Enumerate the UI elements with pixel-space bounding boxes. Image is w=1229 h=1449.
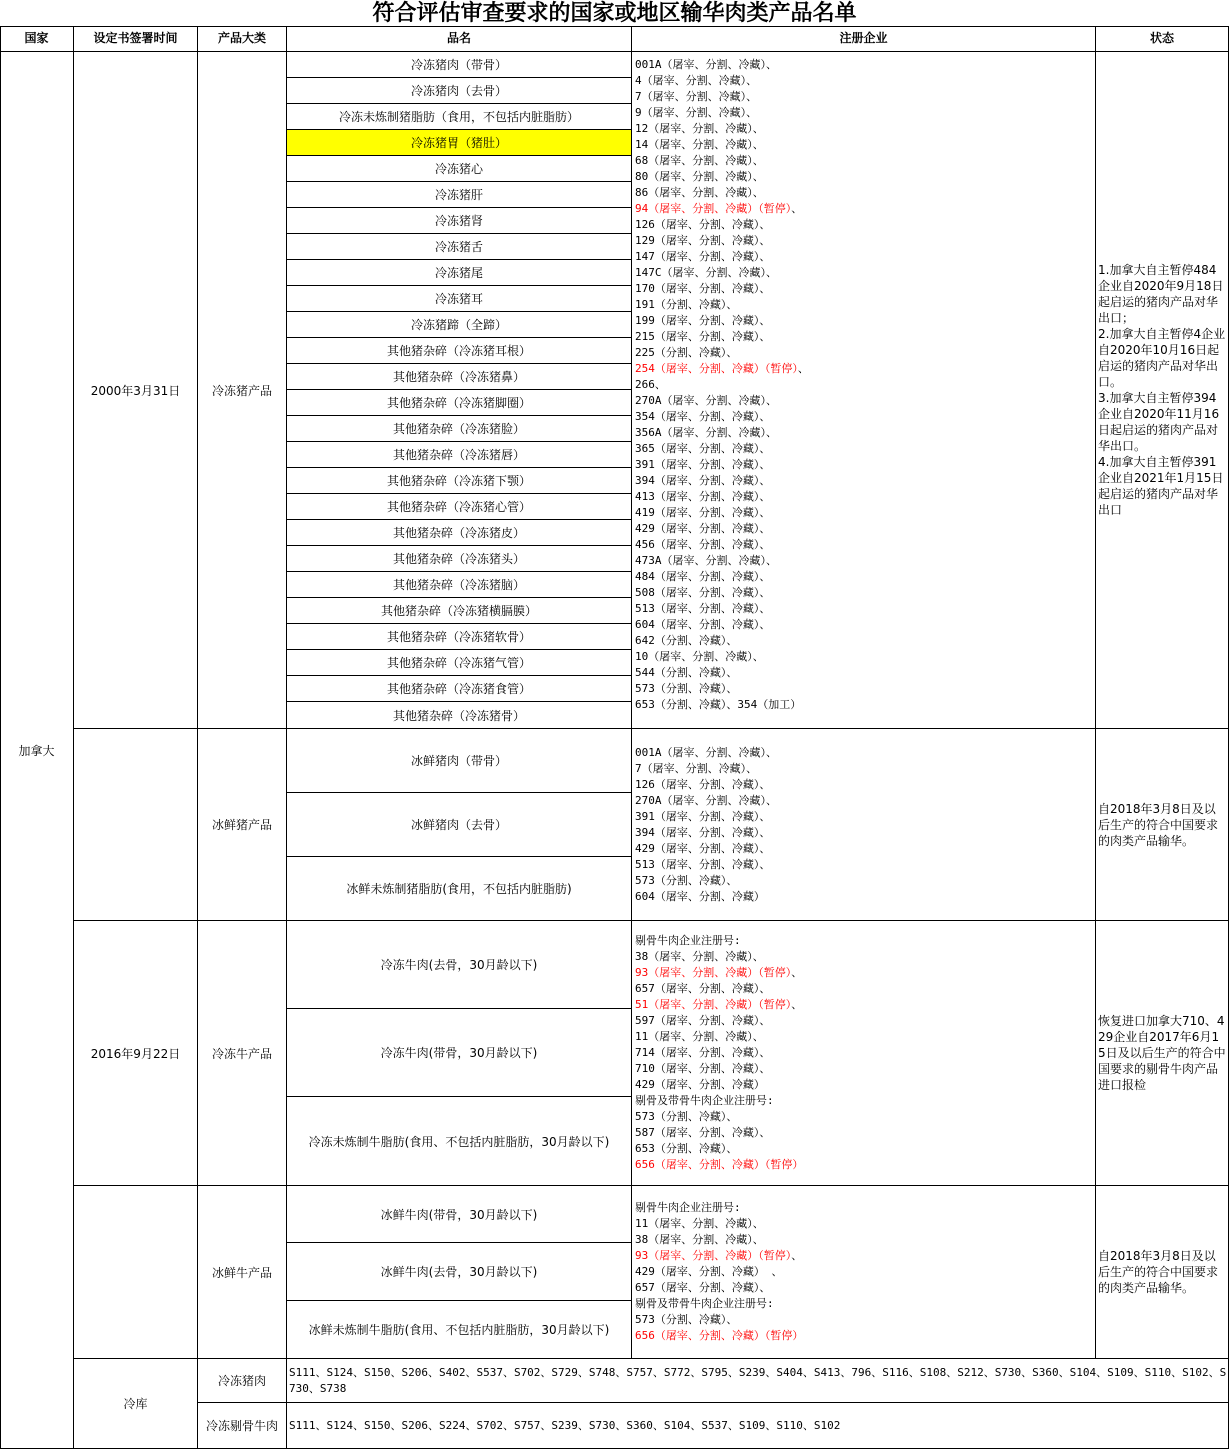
enterprise-entry: 126（屠宰、分割、冷藏）、 — [635, 778, 771, 791]
product-name-cell: 冷冻牛肉(带骨，30月龄以下) — [287, 1009, 632, 1097]
enterprise-entry: 80（屠宰、分割、冷藏）、 — [635, 170, 764, 183]
enterprise-entry: 604（屠宰、分割、冷藏） — [635, 890, 765, 903]
category-cell: 冷冻猪产品 — [198, 52, 287, 729]
header-sign-date: 设定书签署时间 — [74, 26, 198, 52]
enterprise-suspended: 93（屠宰、分割、冷藏）（暂停） — [635, 1249, 792, 1262]
product-name-cell: 冷冻未炼制牛脂肪(食用、不包括内脏脂肪，30月龄以下) — [287, 1097, 632, 1186]
enterprise-entry: 11（屠宰、分割、冷藏）、 — [635, 1030, 764, 1043]
enterprise-entry: 429（屠宰、分割、冷藏） 、 — [635, 1265, 783, 1278]
product-name-cell: 其他猪杂碎（冷冻猪唇） — [287, 442, 632, 468]
header-category: 产品大类 — [198, 26, 287, 52]
product-name-cell: 其他猪杂碎（冷冻猪耳根） — [287, 338, 632, 364]
enterprise-line — [635, 777, 777, 793]
product-name-cell: 其他猪杂碎（冷冻猪脸） — [287, 416, 632, 442]
cold-storage-row-list: S111、S124、S150、S206、S224、S702、S757、S239、S730、S360、S104、S537、S109、S110、S102 — [287, 1403, 1229, 1449]
enterprise-line — [635, 1061, 803, 1077]
product-name-cell: 冰鲜猪肉（带骨） — [287, 729, 632, 793]
enterprise-line — [635, 933, 803, 949]
enterprise-entry: 001A（屠宰、分割、冷藏）、 — [635, 746, 777, 759]
enterprise-entry: 12（屠宰、分割、冷藏）、 — [635, 122, 764, 135]
enterprise-entry: 513（屠宰、分割、冷藏）、 — [635, 858, 771, 871]
enterprise-separator: 、 — [791, 202, 803, 215]
enterprise-line — [635, 313, 809, 329]
cold-storage-row-name: 冷冻剔骨牛肉 — [198, 1403, 287, 1449]
enterprise-entry: 剔骨及带骨牛肉企业注册号: — [635, 1094, 774, 1107]
enterprise-line — [635, 409, 809, 425]
enterprise-line — [635, 965, 803, 981]
enterprise-entry: 642（分割、冷藏）、 — [635, 634, 738, 647]
product-name-cell: 冷冻牛肉(去骨，30月龄以下) — [287, 921, 632, 1009]
enterprise-line — [635, 809, 777, 825]
enterprise-line — [635, 1280, 803, 1296]
enterprise-line — [635, 537, 809, 553]
sign-date-cell — [74, 729, 198, 921]
enterprise-entry: 413（屠宰、分割、冷藏）、 — [635, 490, 771, 503]
enterprise-line — [635, 1264, 803, 1280]
enterprise-line — [635, 857, 777, 873]
enterprise-line — [635, 329, 809, 345]
enterprise-entry: 653（分割、冷藏）、 — [635, 1142, 738, 1155]
enterprise-separator: 、 — [797, 362, 809, 375]
enterprise-entry: 129（屠宰、分割、冷藏）、 — [635, 234, 771, 247]
enterprise-cell — [632, 729, 1096, 921]
page-title: 符合评估审查要求的国家或地区输华肉类产品名单 — [372, 0, 857, 26]
enterprise-entry: 394（屠宰、分割、冷藏）、 — [635, 474, 771, 487]
enterprise-entry: 473A（屠宰、分割、冷藏）、 — [635, 554, 777, 567]
enterprise-line — [635, 345, 809, 361]
enterprise-entry: 9（屠宰、分割、冷藏）、 — [635, 106, 758, 119]
enterprise-entry: 215（屠宰、分割、冷藏）、 — [635, 330, 771, 343]
enterprise-cell — [632, 921, 1096, 1186]
enterprise-line — [635, 1248, 803, 1264]
enterprise-entry: 4（屠宰、分割、冷藏）、 — [635, 74, 758, 87]
enterprise-line — [635, 1312, 803, 1328]
enterprise-line — [635, 457, 809, 473]
enterprise-line — [635, 681, 809, 697]
enterprise-line — [635, 249, 809, 265]
enterprise-entry: 10（屠宰、分割、冷藏）、 — [635, 650, 764, 663]
product-name-cell: 冰鲜未炼制牛脂肪(食用、不包括内脏脂肪，30月龄以下) — [287, 1301, 632, 1359]
enterprise-entry: 剔骨牛肉企业注册号: — [635, 934, 741, 947]
enterprise-line — [635, 1141, 803, 1157]
enterprise-line — [635, 473, 809, 489]
enterprise-cell — [632, 1186, 1096, 1359]
enterprise-cell — [632, 52, 1096, 729]
category-cell: 冰鲜猪产品 — [198, 729, 287, 921]
enterprise-line — [635, 441, 809, 457]
enterprise-line — [635, 361, 809, 377]
enterprise-entry: 365（屠宰、分割、冷藏）、 — [635, 442, 771, 455]
enterprise-entry: 68（屠宰、分割、冷藏）、 — [635, 154, 764, 167]
enterprise-line — [635, 1232, 803, 1248]
enterprise-entry: 7（屠宰、分割、冷藏）、 — [635, 762, 758, 775]
enterprise-line — [635, 489, 809, 505]
product-name-cell: 其他猪杂碎（冷冻猪头） — [287, 546, 632, 572]
cold-storage-label: 冷库 — [74, 1359, 198, 1449]
enterprise-entry: 587（屠宰、分割、冷藏）、 — [635, 1126, 771, 1139]
enterprise-entry: 266、 — [635, 378, 666, 391]
enterprise-line — [635, 633, 809, 649]
enterprise-line — [635, 889, 777, 905]
product-name-cell: 冰鲜猪肉（去骨） — [287, 793, 632, 857]
sign-date-cell — [74, 1186, 198, 1359]
enterprise-entry: 270A（屠宰、分割、冷藏）、 — [635, 394, 777, 407]
enterprise-entry: 714（屠宰、分割、冷藏）、 — [635, 1046, 771, 1059]
enterprise-line — [635, 1125, 803, 1141]
enterprise-entry: 391（屠宰、分割、冷藏）、 — [635, 810, 771, 823]
enterprise-line — [635, 553, 809, 569]
enterprise-line — [635, 601, 809, 617]
enterprise-line — [635, 585, 809, 601]
enterprise-line — [635, 745, 777, 761]
status-text: 自2018年3月8日及以后生产的符合中国要求的肉类产品输华。 — [1098, 1249, 1219, 1295]
status-text: 恢复进口加拿大710、429企业自2017年6月15日及以后生产的符合中国要求的剔骨牛肉产品进口报检 — [1098, 1014, 1226, 1092]
enterprise-line — [635, 697, 809, 713]
enterprise-entry: 170（屠宰、分割、冷藏）、 — [635, 282, 771, 295]
enterprise-entry: 7（屠宰、分割、冷藏）、 — [635, 90, 758, 103]
enterprise-entry: 604（屠宰、分割、冷藏）、 — [635, 618, 771, 631]
enterprise-entry: 38（屠宰、分割、冷藏）、 — [635, 950, 764, 963]
enterprise-line — [635, 185, 809, 201]
enterprise-line — [635, 1093, 803, 1109]
enterprise-line — [635, 505, 809, 521]
product-name-cell: 其他猪杂碎（冷冻猪皮） — [287, 520, 632, 546]
enterprise-suspended: 93（屠宰、分割、冷藏）（暂停） — [635, 966, 792, 979]
enterprise-line — [635, 569, 809, 585]
product-name-cell: 冰鲜牛肉(去骨，30月龄以下) — [287, 1243, 632, 1301]
product-name-cell: 其他猪杂碎（冷冻猪脚圈） — [287, 390, 632, 416]
enterprise-line — [635, 265, 809, 281]
enterprise-entry: 419（屠宰、分割、冷藏）、 — [635, 506, 771, 519]
enterprise-entry: 270A（屠宰、分割、冷藏）、 — [635, 794, 777, 807]
enterprise-line — [635, 1077, 803, 1093]
enterprise-entry: 147（屠宰、分割、冷藏）、 — [635, 250, 771, 263]
country-cell: 加拿大 — [0, 52, 74, 1449]
enterprise-line — [635, 825, 777, 841]
enterprise-entry: 14（屠宰、分割、冷藏）、 — [635, 138, 764, 151]
product-name-cell: 其他猪杂碎（冷冻猪心管） — [287, 494, 632, 520]
enterprise-entry: 429（屠宰、分割、冷藏）、 — [635, 522, 771, 535]
enterprise-line — [635, 105, 809, 121]
enterprise-line — [635, 217, 809, 233]
enterprise-line — [635, 1045, 803, 1061]
enterprise-list — [632, 57, 809, 713]
enterprise-entry: 573（分割、冷藏）、 — [635, 682, 738, 695]
enterprise-line — [635, 281, 809, 297]
enterprise-suspended: 51（屠宰、分割、冷藏）（暂停） — [635, 998, 792, 1011]
enterprise-line — [635, 1328, 803, 1344]
enterprise-entry: 710（屠宰、分割、冷藏）、 — [635, 1062, 771, 1075]
status-cell — [1096, 729, 1229, 921]
enterprise-line — [635, 233, 809, 249]
enterprise-entry: 191（分割、冷藏）、 — [635, 298, 738, 311]
enterprise-line — [635, 841, 777, 857]
enterprise-line — [635, 665, 809, 681]
enterprise-line — [635, 649, 809, 665]
header-country: 国家 — [0, 26, 74, 52]
status-text: 1.加拿大自主暂停484企业自2020年9月18日起启运的猪肉产品对华出口； 2.加拿大自主暂停4企业自2020年10月16日起启运的猪肉产品对华出口。 3.加拿大自主暂停394企业自2020年11月16日起启运的猪肉产品对华出口。 4.加拿大自主暂停391企业自2021年1月15日起启运的猪肉产品对华出口 — [1098, 263, 1226, 517]
header-enterprise: 注册企业 — [632, 26, 1096, 52]
enterprise-entry: 11（屠宰、分割、冷藏）、 — [635, 1217, 764, 1230]
status-cell — [1096, 1186, 1229, 1359]
enterprise-entry: 573（分割、冷藏）、 — [635, 1110, 738, 1123]
product-name-cell: 冷冻猪胃（猪肚） — [287, 130, 632, 156]
enterprise-line — [635, 1200, 803, 1216]
enterprise-line — [635, 981, 803, 997]
product-name-cell: 冷冻猪心 — [287, 156, 632, 182]
status-cell — [1096, 52, 1229, 729]
status-text: 自2018年3月8日及以后生产的符合中国要求的肉类产品输华。 — [1098, 801, 1219, 848]
product-name-cell: 其他猪杂碎（冷冻猪鼻） — [287, 364, 632, 390]
enterprise-separator: 、 — [791, 966, 803, 979]
enterprise-line — [635, 1296, 803, 1312]
enterprise-entry: 508（屠宰、分割、冷藏）、 — [635, 586, 771, 599]
enterprise-entry: 484（屠宰、分割、冷藏）、 — [635, 570, 771, 583]
enterprise-entry: 391（屠宰、分割、冷藏）、 — [635, 458, 771, 471]
header-status: 状态 — [1096, 26, 1229, 52]
enterprise-entry: 657（屠宰、分割、冷藏）、 — [635, 1281, 771, 1294]
enterprise-entry: 653（分割、冷藏）、354（加工） — [635, 698, 802, 711]
product-name-cell: 冷冻猪耳 — [287, 286, 632, 312]
enterprise-entry: 剔骨及带骨牛肉企业注册号: — [635, 1297, 774, 1310]
product-name-cell: 冷冻猪舌 — [287, 234, 632, 260]
enterprise-entry: 657（屠宰、分割、冷藏）、 — [635, 982, 771, 995]
product-name-cell: 其他猪杂碎（冷冻猪气管） — [287, 650, 632, 676]
enterprise-line — [635, 57, 809, 73]
enterprise-line — [635, 997, 803, 1013]
enterprise-entry: 544（分割、冷藏）、 — [635, 666, 738, 679]
enterprise-list — [632, 1200, 803, 1344]
enterprise-list — [632, 933, 803, 1173]
enterprise-entry: 126（屠宰、分割、冷藏）、 — [635, 218, 771, 231]
product-name-cell: 冰鲜未炼制猪脂肪(食用，不包括内脏脂肪) — [287, 857, 632, 921]
enterprise-line — [635, 425, 809, 441]
enterprise-suspended: 656（屠宰、分割、冷藏）（暂停） — [635, 1329, 804, 1342]
enterprise-line — [635, 873, 777, 889]
enterprise-entry: 86（屠宰、分割、冷藏）、 — [635, 186, 764, 199]
enterprise-line — [635, 137, 809, 153]
enterprise-suspended: 94（屠宰、分割、冷藏）（暂停） — [635, 202, 792, 215]
enterprise-line — [635, 521, 809, 537]
enterprise-line — [635, 949, 803, 965]
enterprise-entry: 147C（屠宰、分割、冷藏）、 — [635, 266, 777, 279]
enterprise-entry: 354（屠宰、分割、冷藏）、 — [635, 410, 771, 423]
enterprise-line — [635, 73, 809, 89]
enterprise-line — [635, 89, 809, 105]
enterprise-separator: 、 — [791, 1249, 803, 1262]
category-cell: 冷冻牛产品 — [198, 921, 287, 1186]
enterprise-entry: 38（屠宰、分割、冷藏）、 — [635, 1233, 764, 1246]
cold-storage-row-name: 冷冻猪肉 — [198, 1359, 287, 1403]
enterprise-line — [635, 121, 809, 137]
enterprise-line — [635, 793, 777, 809]
enterprise-line — [635, 297, 809, 313]
enterprise-entry: 剔骨牛肉企业注册号: — [635, 1201, 741, 1214]
enterprise-entry: 513（屠宰、分割、冷藏）、 — [635, 602, 771, 615]
enterprise-list — [632, 745, 777, 905]
enterprise-entry: 429（屠宰、分割、冷藏） — [635, 1078, 765, 1091]
enterprise-separator: 、 — [791, 998, 803, 1011]
product-name-cell: 冷冻猪肾 — [287, 208, 632, 234]
enterprise-entry: 199（屠宰、分割、冷藏）、 — [635, 314, 771, 327]
enterprise-entry: 225（分割、冷藏）、 — [635, 346, 738, 359]
enterprise-line — [635, 201, 809, 217]
product-name-cell: 冷冻猪肉（带骨） — [287, 52, 632, 78]
sign-date-cell: 2016年9月22日 — [74, 921, 198, 1186]
enterprise-entry: 573（分割、冷藏）、 — [635, 874, 738, 887]
enterprise-entry: 001A（屠宰、分割、冷藏）、 — [635, 58, 777, 71]
enterprise-line — [635, 1109, 803, 1125]
product-name-cell: 其他猪杂碎（冷冻猪脑） — [287, 572, 632, 598]
category-cell: 冰鲜牛产品 — [198, 1186, 287, 1359]
product-name-cell: 其他猪杂碎（冷冻猪骨） — [287, 702, 632, 729]
enterprise-line — [635, 1157, 803, 1173]
cold-storage-row-list: S111、S124、S150、S206、S402、S537、S702、S729、S748、S757、S772、S795、S239、S404、S413、796、S116、S108、S212、S730、S360、S104、S109、S110、S102、S730、S738 — [287, 1359, 1229, 1403]
header-product-name: 品名 — [287, 26, 632, 52]
product-name-cell: 其他猪杂碎（冷冻猪软骨） — [287, 624, 632, 650]
enterprise-line — [635, 617, 809, 633]
enterprise-line — [635, 1013, 803, 1029]
enterprise-line — [635, 1216, 803, 1232]
enterprise-line — [635, 1029, 803, 1045]
product-name-cell: 冷冻未炼制猪脂肪（食用，不包括内脏脂肪） — [287, 104, 632, 130]
enterprise-entry: 394（屠宰、分割、冷藏）、 — [635, 826, 771, 839]
product-name-cell: 其他猪杂碎（冷冻猪横膈膜） — [287, 598, 632, 624]
enterprise-suspended: 254（屠宰、分割、冷藏）（暂停） — [635, 362, 798, 375]
product-name-cell: 冷冻猪肝 — [287, 182, 632, 208]
enterprise-line — [635, 153, 809, 169]
enterprise-entry: 597（屠宰、分割、冷藏）、 — [635, 1014, 771, 1027]
enterprise-entry: 456（屠宰、分割、冷藏）、 — [635, 538, 771, 551]
product-name-cell: 冷冻猪尾 — [287, 260, 632, 286]
product-name-cell: 冰鲜牛肉(带骨，30月龄以下) — [287, 1186, 632, 1243]
enterprise-line — [635, 393, 809, 409]
product-name-cell: 其他猪杂碎（冷冻猪食管） — [287, 676, 632, 702]
product-name-cell: 冷冻猪蹄（全蹄） — [287, 312, 632, 338]
sign-date-cell: 2000年3月31日 — [74, 52, 198, 729]
enterprise-entry: 429（屠宰、分割、冷藏）、 — [635, 842, 771, 855]
enterprise-suspended: 656（屠宰、分割、冷藏）（暂停） — [635, 1158, 804, 1171]
enterprise-entry: 573（分割、冷藏）、 — [635, 1313, 738, 1326]
enterprise-entry: 356A（屠宰、分割、冷藏）、 — [635, 426, 777, 439]
product-name-cell: 冷冻猪肉（去骨） — [287, 78, 632, 104]
enterprise-line — [635, 761, 777, 777]
status-cell — [1096, 921, 1229, 1186]
product-name-cell: 其他猪杂碎（冷冻猪下颚） — [287, 468, 632, 494]
enterprise-line — [635, 377, 809, 393]
enterprise-line — [635, 169, 809, 185]
